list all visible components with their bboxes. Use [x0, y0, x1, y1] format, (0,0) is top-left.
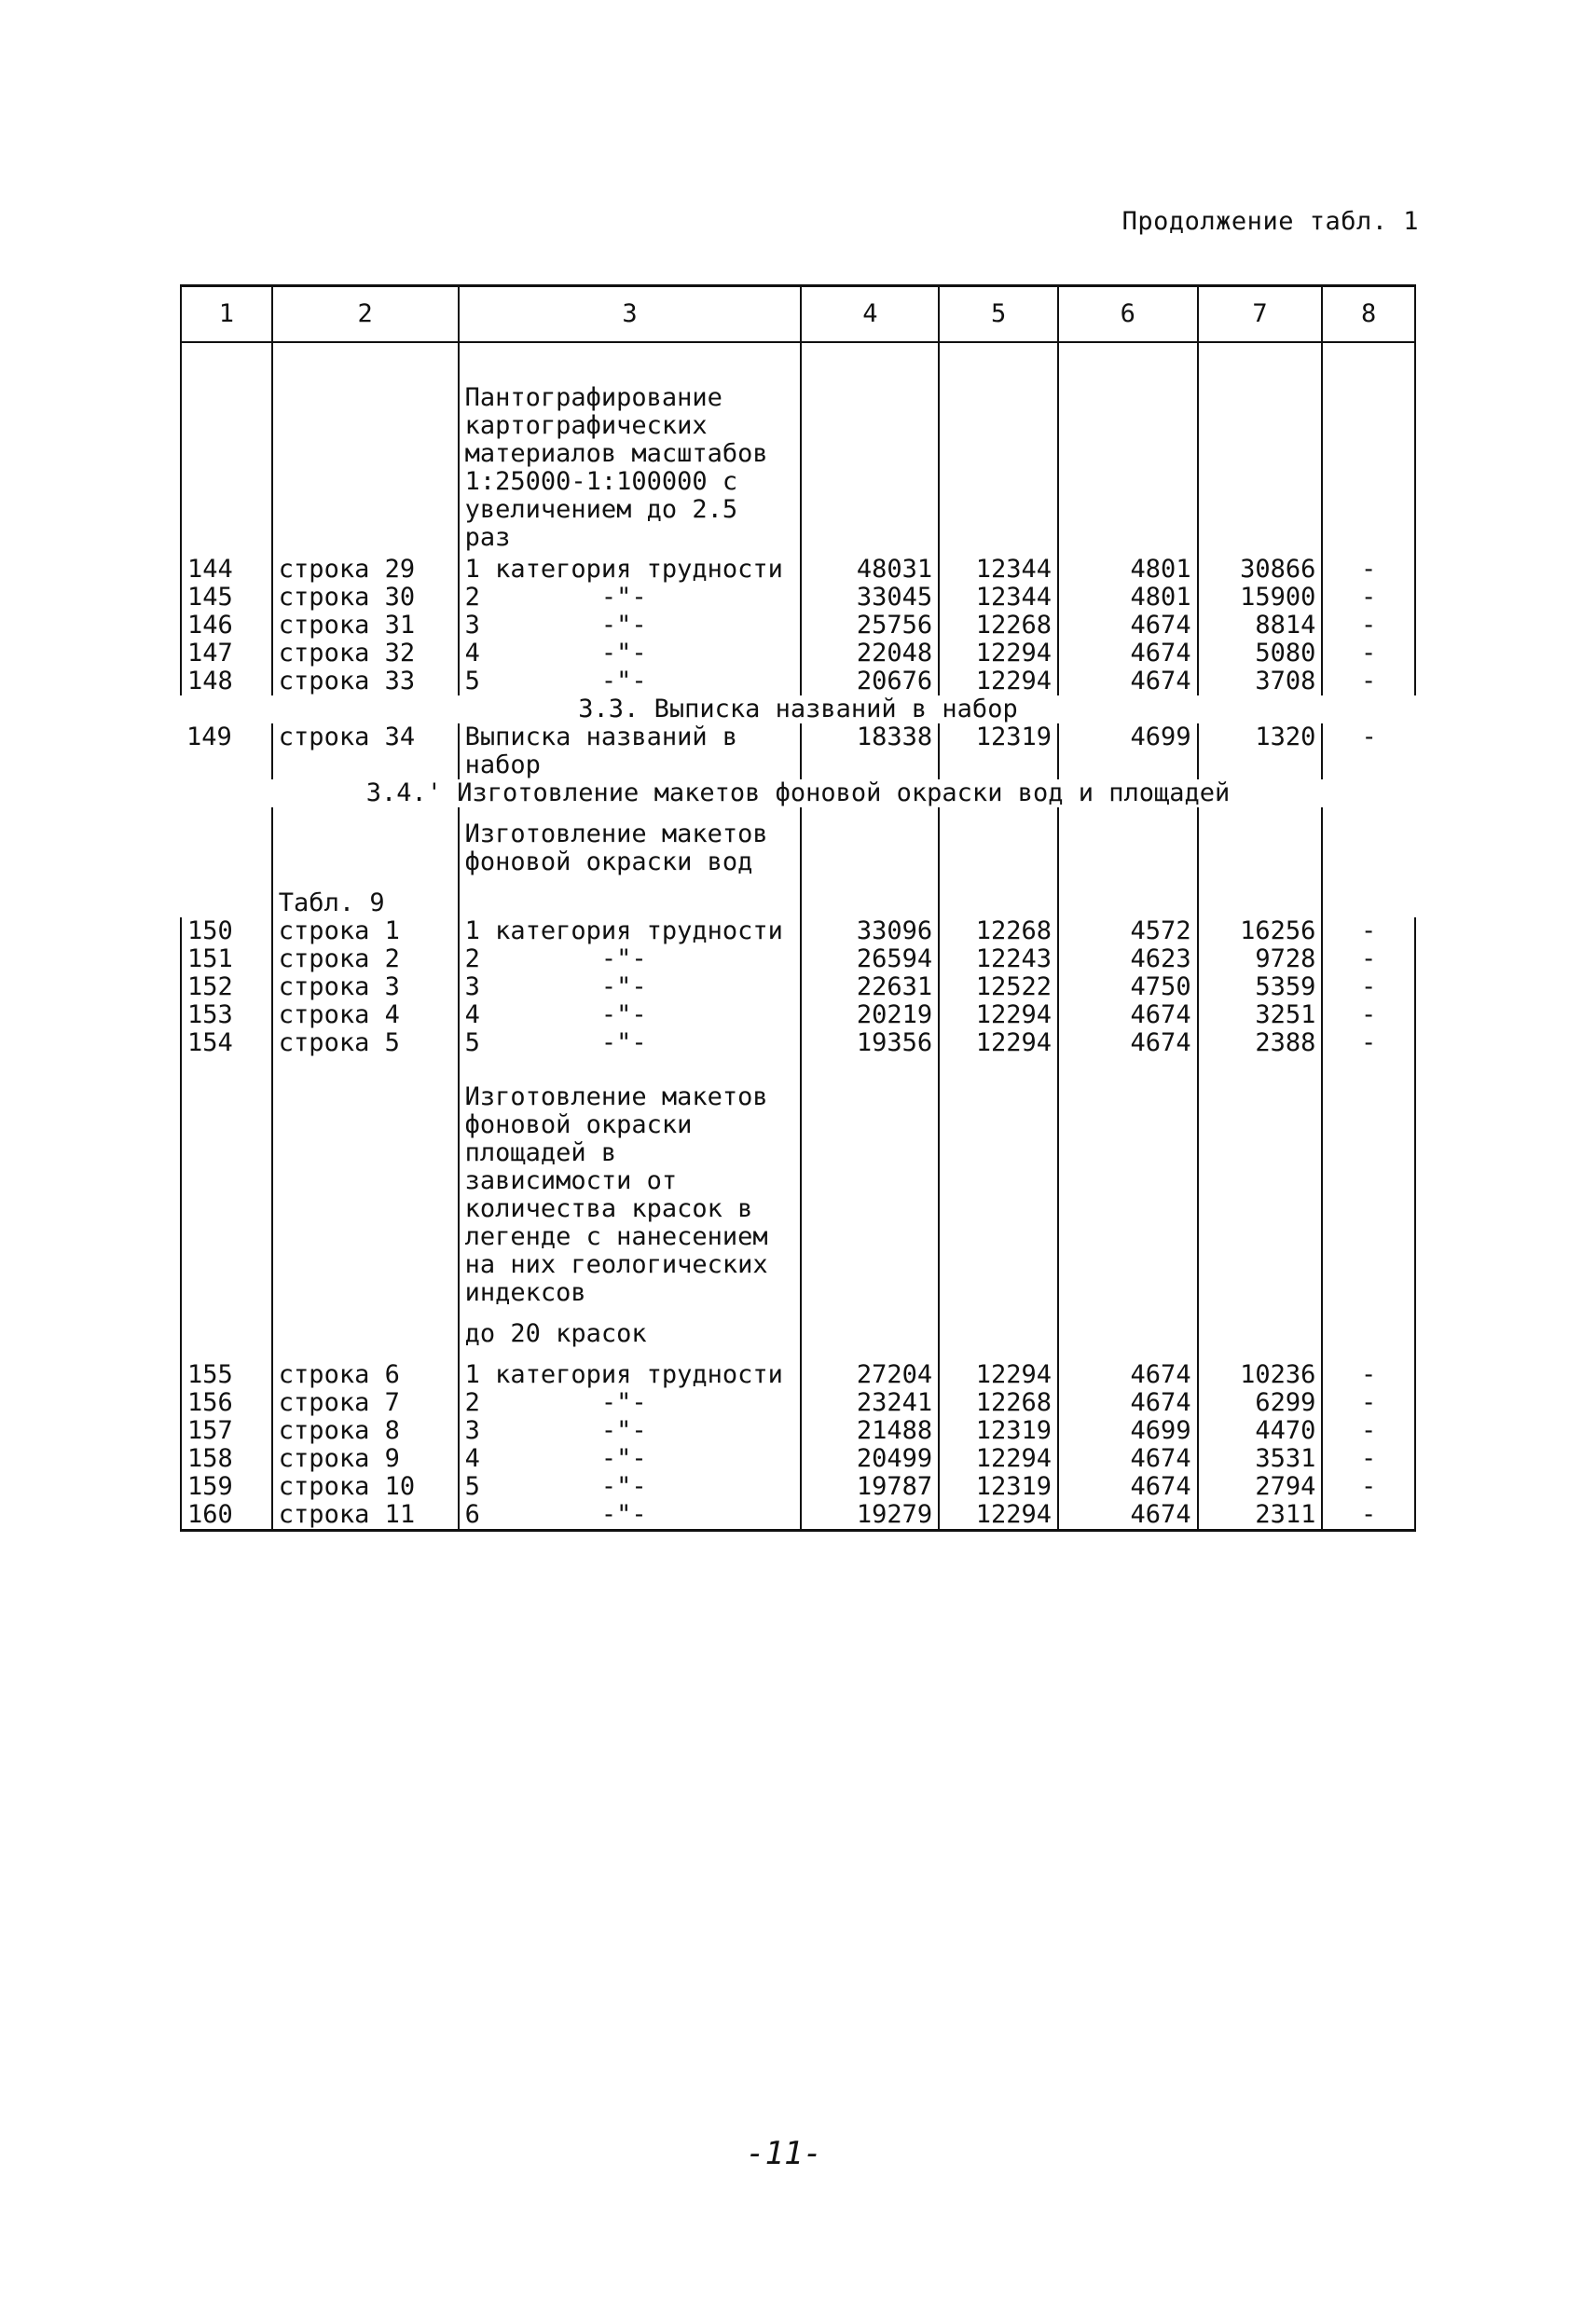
table-cell: 1 категория трудности: [459, 1361, 802, 1389]
table-cell: 5 -"-: [459, 1029, 802, 1057]
table-cell: 2 -"-: [459, 584, 802, 612]
table-cell: строка 29: [272, 556, 459, 584]
table-cell: строка 34: [272, 723, 459, 779]
table-row: [181, 917, 1415, 945]
table-cell: 150: [181, 917, 272, 945]
table-row: [181, 640, 1415, 668]
table-row: [181, 1029, 1415, 1057]
table-cell: -: [1322, 1361, 1415, 1389]
table-cell: 155: [181, 1361, 272, 1389]
table-cell: 149: [186, 723, 232, 751]
table-row: [181, 668, 1415, 695]
work-description: Изготовление макетов фоновой окраски площадей в зависимости от количества красок в легенде с нанесением на них геологических индексов: [459, 1057, 802, 1307]
column-header: 6: [1058, 286, 1198, 343]
table-cell: 22631: [801, 973, 939, 1001]
table-cell: 12268: [939, 1389, 1058, 1417]
table-cell: 15900: [1198, 584, 1323, 612]
table-cell: 4674: [1058, 1473, 1198, 1501]
table-row: [181, 1417, 1415, 1445]
table-cell: -: [1322, 1417, 1415, 1445]
table-cell: -: [1322, 1389, 1415, 1417]
section-heading-row: [181, 779, 1415, 807]
table-cell: -: [1322, 1001, 1415, 1029]
table-cell: 33096: [801, 917, 939, 945]
description-row: [181, 342, 1415, 556]
column-header: 3: [459, 286, 802, 343]
table-cell: 10236: [1198, 1361, 1323, 1389]
table-cell: строка 30: [272, 584, 459, 612]
section-heading-row: [181, 695, 1415, 723]
table-cell: 4470: [1198, 1417, 1323, 1445]
table-cell: 146: [181, 612, 272, 640]
table-cell: 157: [181, 1417, 272, 1445]
table-cell: 19356: [801, 1029, 939, 1057]
table-row: [181, 1473, 1415, 1501]
table-cell: 22048: [801, 640, 939, 668]
table-cell: 4674: [1058, 640, 1198, 668]
table-cell: 5 -"-: [459, 1473, 802, 1501]
section-title: 3.3. Выписка названий в набор: [578, 695, 1018, 723]
section-title: 3.4.' Изготовление макетов фоновой окраски вод и площадей: [365, 778, 1231, 807]
table-cell: 4 -"-: [459, 640, 802, 668]
table-cell: 12294: [939, 1001, 1058, 1029]
table-cell: 4623: [1058, 945, 1198, 973]
table-row: [181, 1501, 1415, 1531]
table-cell: 26594: [801, 945, 939, 973]
table-cell: -: [1322, 1501, 1415, 1531]
table-cell: -: [1322, 917, 1415, 945]
table-cell: 9728: [1198, 945, 1323, 973]
table-cell: 19279: [801, 1501, 939, 1531]
table-cell: 12344: [939, 584, 1058, 612]
table-cell: -: [1322, 1029, 1415, 1057]
table-cell: 156: [181, 1389, 272, 1417]
table-cell: 152: [181, 973, 272, 1001]
table-row: [181, 723, 1415, 779]
table-cell: 12344: [939, 556, 1058, 584]
table-row: [181, 556, 1415, 584]
table-cell: 160: [181, 1501, 272, 1531]
column-header: 7: [1198, 286, 1323, 343]
table-row: [181, 1389, 1415, 1417]
table-cell: 4 -"-: [459, 1001, 802, 1029]
table-cell: 4674: [1058, 1001, 1198, 1029]
table-cell: 4 -"-: [459, 1445, 802, 1473]
table-continuation-label: Продолжение табл. 1: [1121, 207, 1419, 236]
table-cell: 144: [181, 556, 272, 584]
table-cell: строка 9: [272, 1445, 459, 1473]
subheading: до 20 красок: [459, 1307, 802, 1361]
table-cell: 6 -"-: [459, 1501, 802, 1531]
table-cell: 12319: [939, 1473, 1058, 1501]
table-cell: 1320: [1198, 723, 1323, 779]
table-cell: 16256: [1198, 917, 1323, 945]
table-cell: -: [1322, 556, 1415, 584]
column-header: 1: [181, 286, 272, 343]
table-cell: строка 4: [272, 1001, 459, 1029]
column-header: 2: [272, 286, 459, 343]
table-cell: строка 8: [272, 1417, 459, 1445]
table-cell: 12294: [939, 1501, 1058, 1531]
table-cell: 1 категория трудности: [459, 917, 802, 945]
table-cell: 4674: [1058, 1389, 1198, 1417]
table-cell: 12294: [939, 1029, 1058, 1057]
table-cell: -: [1322, 584, 1415, 612]
table-cell: 2311: [1198, 1501, 1323, 1531]
table-reference: Табл. 9: [272, 889, 459, 917]
column-header: 4: [801, 286, 939, 343]
table-cell: строка 11: [272, 1501, 459, 1531]
table-cell: 4674: [1058, 668, 1198, 695]
table-cell: 12319: [939, 1417, 1058, 1445]
table-cell: -: [1322, 1445, 1415, 1473]
table-cell: 4801: [1058, 556, 1198, 584]
table-cell: 6299: [1198, 1389, 1323, 1417]
table-cell: 4674: [1058, 1361, 1198, 1389]
table-row: [181, 1001, 1415, 1029]
table-cell: 18338: [801, 723, 939, 779]
table-cell: 153: [181, 1001, 272, 1029]
table-cell: 12243: [939, 945, 1058, 973]
work-description: Изготовление макетов фоновой окраски вод: [459, 807, 802, 889]
table-row: [181, 945, 1415, 973]
table-cell: 4572: [1058, 917, 1198, 945]
table-cell: 2388: [1198, 1029, 1323, 1057]
table-cell: 145: [181, 584, 272, 612]
table-row: [181, 1361, 1415, 1389]
table-cell: -: [1322, 945, 1415, 973]
table-cell: 25756: [801, 612, 939, 640]
table-cell: 2794: [1198, 1473, 1323, 1501]
table-cell: 20219: [801, 1001, 939, 1029]
work-description: Пантографирование картографических материалов масштабов 1:25000-1:100000 с увеличением до 2.5 раз: [459, 342, 802, 556]
table-cell: строка 32: [272, 640, 459, 668]
table-cell: 33045: [801, 584, 939, 612]
table-cell: 1 категория трудности: [459, 556, 802, 584]
table-cell: 154: [181, 1029, 272, 1057]
table-cell: строка 1: [272, 917, 459, 945]
table-cell: 4801: [1058, 584, 1198, 612]
table-cell: строка 3: [272, 973, 459, 1001]
table-cell: 4750: [1058, 973, 1198, 1001]
table-cell: 12294: [939, 1361, 1058, 1389]
table-cell: 2 -"-: [459, 1389, 802, 1417]
table-cell: 21488: [801, 1417, 939, 1445]
column-header: 8: [1322, 286, 1415, 343]
table-cell: 3251: [1198, 1001, 1323, 1029]
table-cell: 4674: [1058, 1445, 1198, 1473]
table-cell: строка 10: [272, 1473, 459, 1501]
table-cell: строка 33: [272, 668, 459, 695]
table-cell: -: [1322, 1473, 1415, 1501]
table-cell: 27204: [801, 1361, 939, 1389]
table-cell: 3 -"-: [459, 1417, 802, 1445]
table-cell: 12522: [939, 973, 1058, 1001]
table-row: [181, 584, 1415, 612]
table-cell: 5359: [1198, 973, 1323, 1001]
table-cell: 159: [181, 1473, 272, 1501]
table-cell: 12268: [939, 612, 1058, 640]
table-cell: -: [1361, 723, 1377, 751]
table-cell: 20499: [801, 1445, 939, 1473]
table-cell: 148: [181, 668, 272, 695]
table-row: [181, 973, 1415, 1001]
table-cell: -: [1322, 668, 1415, 695]
description-row: [181, 807, 1415, 889]
table-cell: 5080: [1198, 640, 1323, 668]
table-cell: 23241: [801, 1389, 939, 1417]
table-cell: строка 6: [272, 1361, 459, 1389]
table-cell: 12268: [939, 917, 1058, 945]
table-cell: Выписка названий в набор: [459, 723, 802, 779]
table-cell: 12319: [939, 723, 1058, 779]
table-cell: 4674: [1058, 612, 1198, 640]
table-cell: 12294: [939, 640, 1058, 668]
table-cell: -: [1322, 640, 1415, 668]
table-cell: 12294: [939, 1445, 1058, 1473]
table-cell: 5 -"-: [459, 668, 802, 695]
table-reference-row: [181, 889, 1415, 917]
table-cell: строка 2: [272, 945, 459, 973]
table-cell: -: [1322, 973, 1415, 1001]
column-header: 5: [939, 286, 1058, 343]
table-cell: 3531: [1198, 1445, 1323, 1473]
table-cell: строка 5: [272, 1029, 459, 1057]
table-row: [181, 612, 1415, 640]
table-cell: 2 -"-: [459, 945, 802, 973]
page-number: -11-: [746, 2135, 822, 2172]
column-header-row: [181, 286, 1415, 343]
table-cell: 4699: [1058, 723, 1198, 779]
table-cell: 3708: [1198, 668, 1323, 695]
table-cell: 158: [181, 1445, 272, 1473]
table-cell: 4674: [1058, 1029, 1198, 1057]
table-cell: 19787: [801, 1473, 939, 1501]
subheading-row: [181, 1307, 1415, 1361]
table-cell: 3 -"-: [459, 973, 802, 1001]
table-cell: -: [1322, 612, 1415, 640]
table-cell: строка 7: [272, 1389, 459, 1417]
table-cell: 12294: [939, 668, 1058, 695]
description-row: [181, 1057, 1415, 1307]
table-cell: строка 31: [272, 612, 459, 640]
table-cell: 3 -"-: [459, 612, 802, 640]
table-cell: 147: [181, 640, 272, 668]
table-cell: 48031: [801, 556, 939, 584]
table-cell: 4674: [1058, 1501, 1198, 1531]
rates-table: [180, 284, 1416, 1532]
table-cell: 30866: [1198, 556, 1323, 584]
table-cell: 4699: [1058, 1417, 1198, 1445]
table-row: [181, 1445, 1415, 1473]
table-cell: 151: [181, 945, 272, 973]
table-cell: 8814: [1198, 612, 1323, 640]
table-cell: 20676: [801, 668, 939, 695]
